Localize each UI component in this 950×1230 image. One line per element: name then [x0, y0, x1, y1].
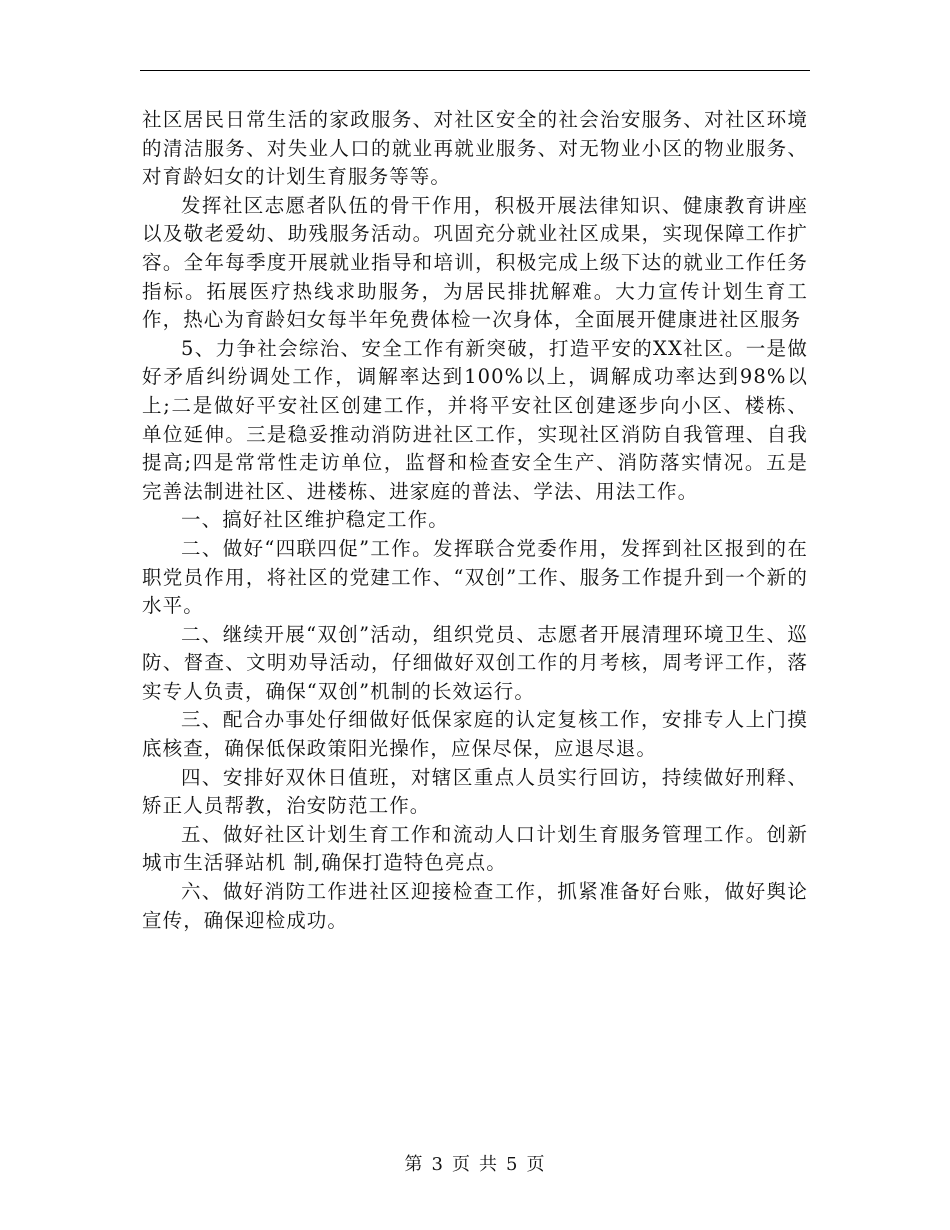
paragraph-minimum-living: 三、配合办事处仔细做好低保家庭的认定复核工作，安排专人上门摸底核查，确保低保政策阳光操作，应保尽保，应退尽退。: [142, 708, 808, 761]
paragraph-four-links-four-promotes: 二、做好“四联四促”工作。发挥联合党委作用，发挥到社区报到的在职党员作用，将社区的党建工作、“双创”工作、服务工作提升到一个新的水平。: [142, 536, 808, 618]
header-rule: [140, 70, 810, 71]
paragraph-duty-rotation: 四、安排好双休日值班，对辖区重点人员实行回访，持续做好刑释、矫正人员帮教，治安防范工作。: [142, 765, 808, 818]
document-body: [142, 106, 808, 935]
paragraph-fire-inspection: 六、做好消防工作进社区迎接检查工作，抓紧准备好台账，做好舆论宣传，确保迎检成功。: [142, 880, 808, 932]
paragraph-volunteer-activities: 发挥社区志愿者队伍的骨干作用，积极开展法律知识、健康教育讲座以及敬老爱幼、助残服务活动。巩固充分就业社区成果，实现保障工作扩容。全年每季度开展就业指导和培训，积极完成上级下达的就业工作任务指标。拓展医疗热线求助服务，为居民排扰解难。大力宣传计划生育工作，热心为育龄妇女每半年免费体检一次身体，全面展开健康进社区服务: [142, 193, 808, 332]
footer-current-page: 3: [431, 1154, 444, 1175]
footer-total-pages: 5: [506, 1154, 519, 1175]
paragraph-double-creation: 二、继续开展“双创”活动，组织党员、志愿者开展清理环境卫生、巡防、督查、文明劝导活动，仔细做好双创工作的月考核，周考评工作，落实专人负责，确保“双创”机制的长效运行。: [142, 622, 808, 703]
footer-page-label: 页: [452, 1154, 471, 1175]
paragraph-family-planning: 五、做好社区计划生育工作和流动人口计划生育服务管理工作。创新城市生活驿站机 制,确保打造特色亮点。: [142, 822, 808, 875]
paragraph-stability-work: 一、搞好社区维护稳定工作。: [181, 508, 449, 532]
paragraph-service-scope: 社区居民日常生活的家政服务、对社区安全的社会治安服务、对社区环境的清洁服务、对失业人口的就业再就业服务、对无物业小区的物业服务、对育龄妇女的计划生育服务等等。: [142, 108, 808, 189]
footer-total-prefix: 共: [479, 1154, 498, 1175]
footer-total-label: 页: [526, 1154, 546, 1175]
footer-page-prefix: 第: [404, 1154, 424, 1175]
paragraph-safety-work: 5、力争社会综治、安全工作有新突破，打造平安的XX社区。一是做好矛盾纠纷调处工作，调解率达到100%以上，调解成功率达到98%以上;二是做好平安社区创建工作，并将平安社区创建逐步向小区、楼栋、单位延伸。三是稳妥推动消防进社区工作，实现社区消防自我管理、自我提高;四是常常性走访单位，监督和检查安全生产、消防落实情况。五是完善法制进社区、进楼栋、进家庭的普法、学法、用法工作。: [142, 336, 808, 503]
page-footer: [0, 1153, 950, 1177]
